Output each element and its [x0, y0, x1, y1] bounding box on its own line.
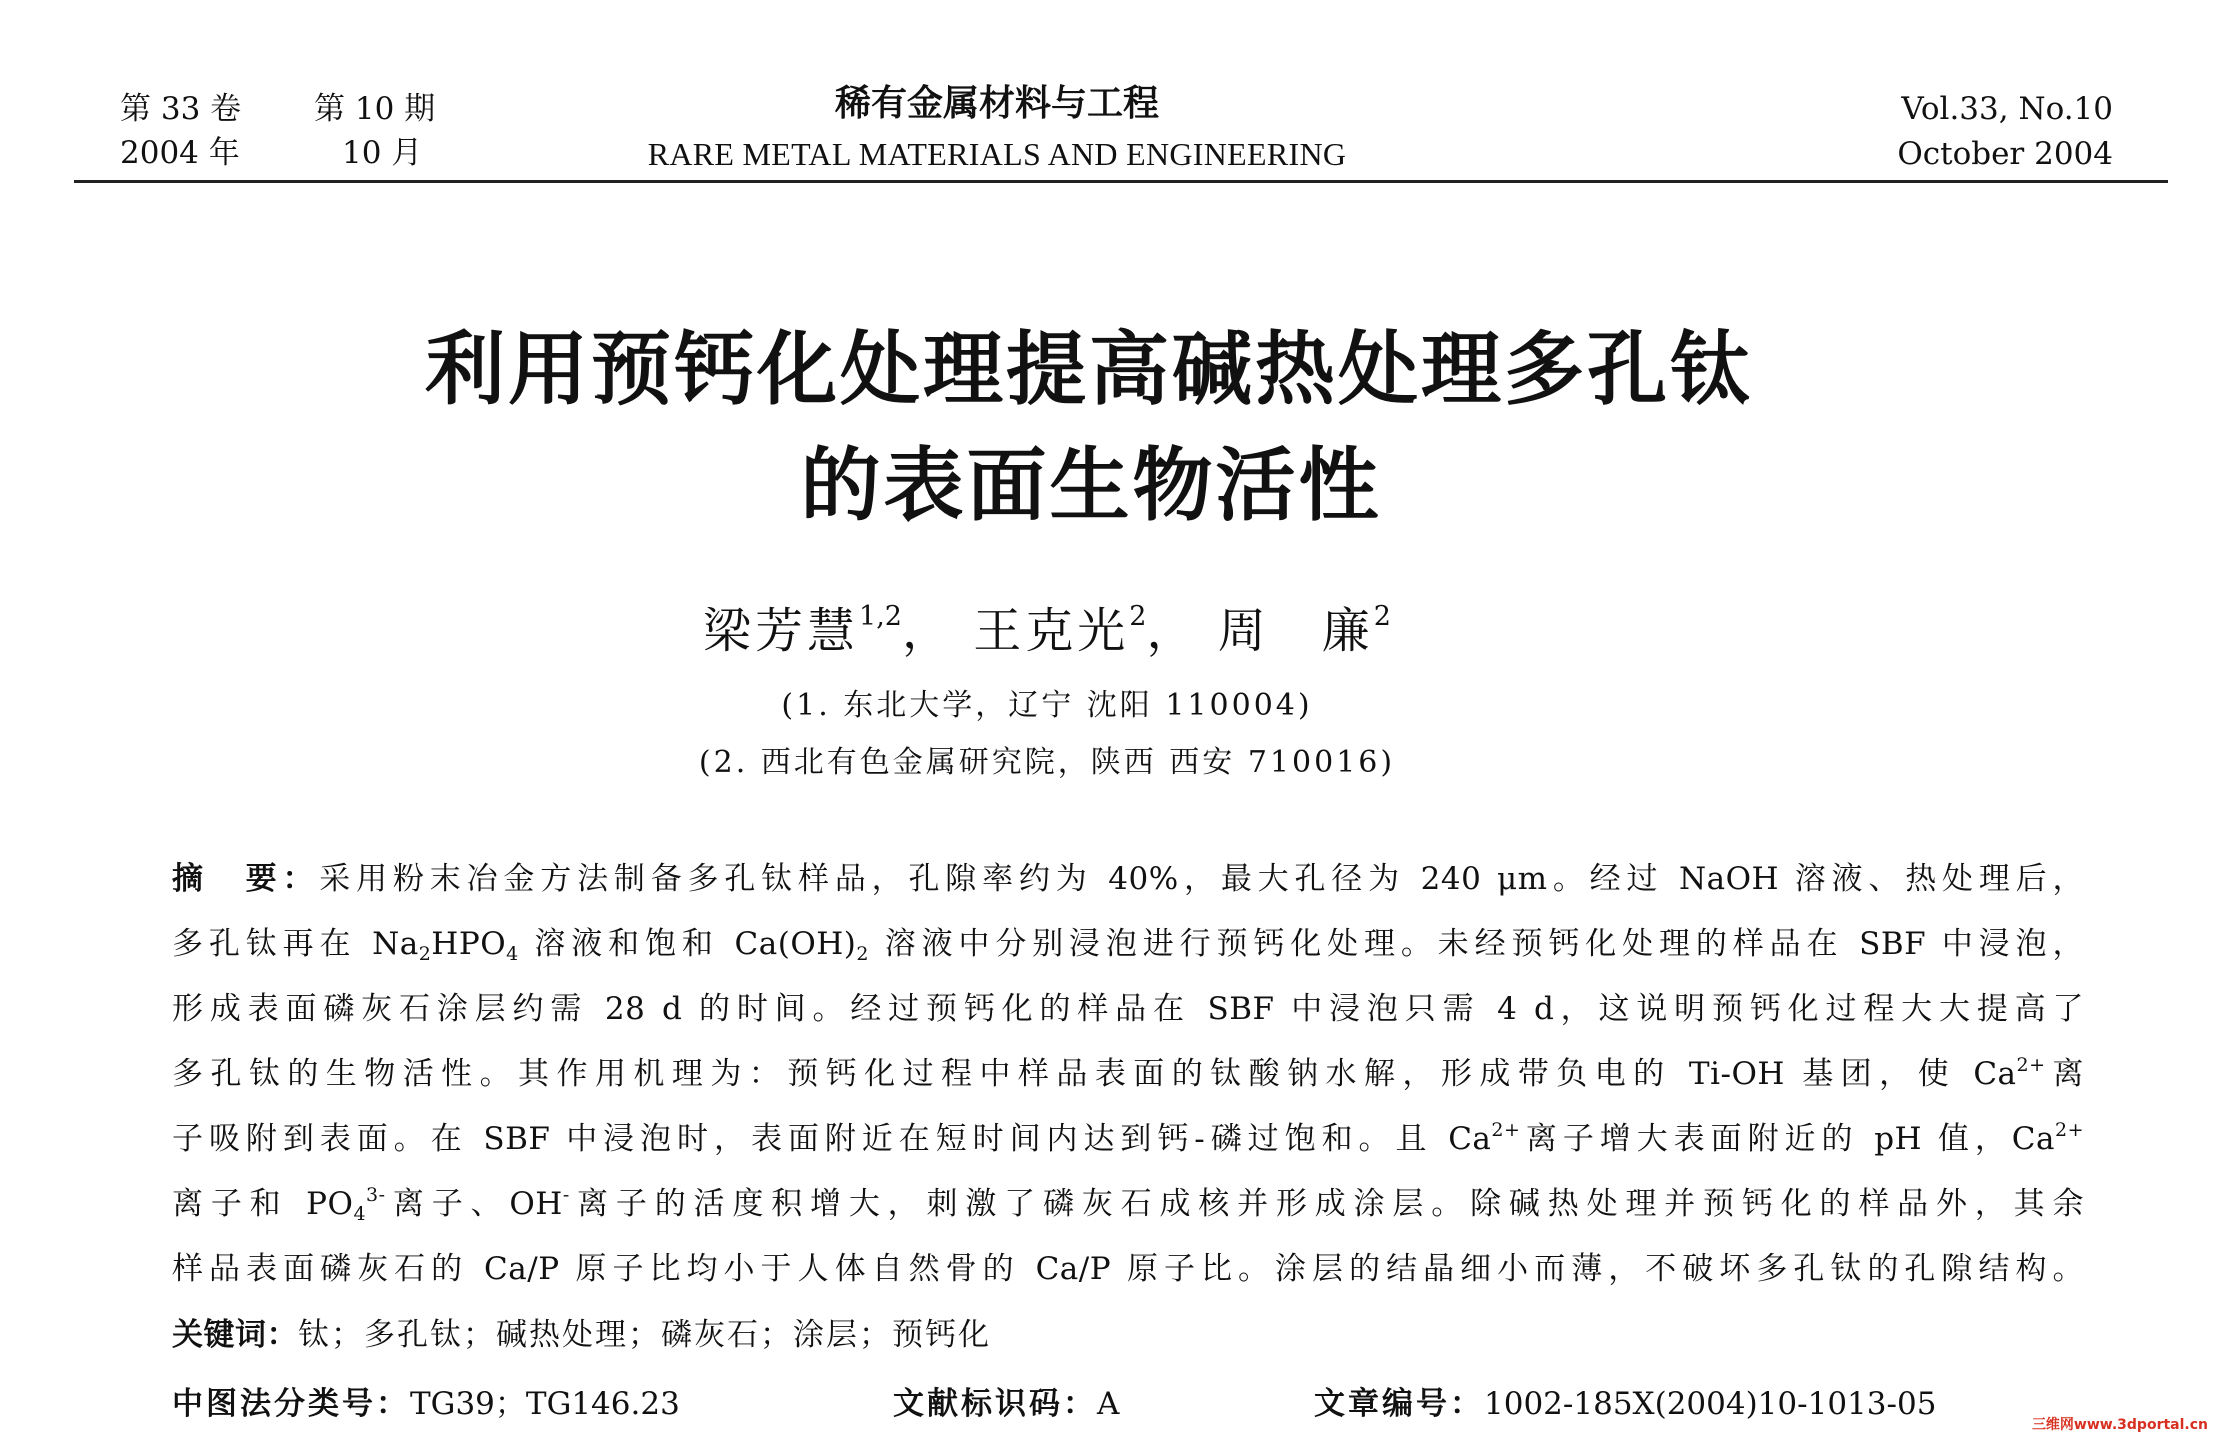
author-name: 王克光: [973, 603, 1130, 659]
affiliation-2: (2. 西北有色金属研究院，陕西 西安 710016): [698, 745, 1396, 780]
clc-number: [172, 1386, 680, 1422]
year-label: 2004 年: [120, 135, 240, 171]
clc-value: TG39；TG146.23: [410, 1386, 680, 1422]
keywords-label: 关键词：: [172, 1317, 298, 1353]
header-rule: [74, 180, 2168, 183]
author-name: 梁芳慧: [703, 603, 860, 659]
abstract-line: 形成表面磷灰石涂层约需 28 d 的时间。经过预钙化的样品在 SBF 中浸泡只需 4 d，这说明预钙化过程大大提高了: [172, 991, 2084, 1027]
article-number-label: 文章编号：: [1314, 1386, 1484, 1422]
issue-label: 第 10 期: [314, 91, 436, 127]
affiliation-1: (1. 东北大学，辽宁 沈阳 110004): [781, 688, 1313, 723]
article-number: [1314, 1386, 1937, 1422]
keywords-text: 钛；多孔钛；碱热处理；磷灰石；涂层；预钙化: [298, 1317, 991, 1353]
abstract-line: 多孔钛再在 $Na_2HPO_4$ 溶液和饱和 $Ca(OH)_2$ 溶液中分别浸泡进行预钙化处理。未经预钙化处理的样品在 SBF 中浸泡，: [172, 926, 2084, 965]
author-list: [0, 592, 2154, 661]
issue-date-en: October 2004: [1897, 136, 2113, 172]
paper-title-line-1: 利用预钙化处理提高碱热处理多孔钛: [425, 323, 1753, 416]
clc-label: 中图法分类号：: [172, 1386, 410, 1422]
abstract-line: 多孔钛的生物活性。其作用机理为：预钙化过程中样品表面的钛酸钠水解，形成带负电的 Ti-OH 基团，使 $Ca^{2+}$离: [172, 1054, 2084, 1092]
author-affiliation-mark: 1,2: [859, 601, 902, 632]
abstract-line: 摘 要：采用粉末冶金方法制备多孔钛样品，孔隙率约为 40%，最大孔径为 240 μm。经过 NaOH 溶液、热处理后，: [172, 861, 2084, 897]
author-name: 周 廉: [1217, 603, 1374, 659]
month-label: 10 月: [342, 135, 423, 171]
author-affiliation-mark: 2: [1129, 601, 1147, 632]
doc-code-label: 文献标识码：: [893, 1386, 1097, 1422]
author-separator: ，: [902, 603, 955, 659]
watermark: 三维网www.3dportal.cn: [2031, 1417, 2208, 1433]
doc-code-value: A: [1097, 1386, 1120, 1422]
journal-title-en: RARE METAL MATERIALS AND ENGINEERING: [647, 136, 1347, 172]
volume-label: 第 33 卷: [120, 91, 242, 127]
journal-title-cn: 稀有金属材料与工程: [834, 83, 1159, 124]
keywords-line: [172, 1317, 2084, 1353]
author-separator: ，: [1146, 603, 1199, 659]
document-code: [893, 1386, 1120, 1422]
abstract-line: 样品表面磷灰石的 Ca/P 原子比均小于人体自然骨的 Ca/P 原子比。涂层的结晶细小而薄，不破坏多孔钛的孔隙结构。: [172, 1251, 2084, 1287]
paper-title-line-2: 的表面生物活性: [800, 439, 1382, 532]
author-affiliation-mark: 2: [1373, 601, 1391, 632]
abstract-label: 摘 要：: [172, 861, 320, 897]
abstract-line: 子吸附到表面。在 SBF 中浸泡时，表面附近在短时间内达到钙-磷过饱和。且 $Ca^{2+}$离子增大表面附近的 pH 值，$Ca^{2+}$: [172, 1119, 2084, 1157]
volume-number-en: Vol.33, No.10: [1901, 91, 2113, 127]
abstract-line: 离子和 $PO_4^{3-}$离子、OH-离子的活度积增大，刺激了磷灰石成核并形成涂层。除碱热处理并预钙化的样品外，其余: [172, 1184, 2084, 1225]
article-number-value: 1002-185X(2004)10-1013-05: [1484, 1386, 1937, 1422]
